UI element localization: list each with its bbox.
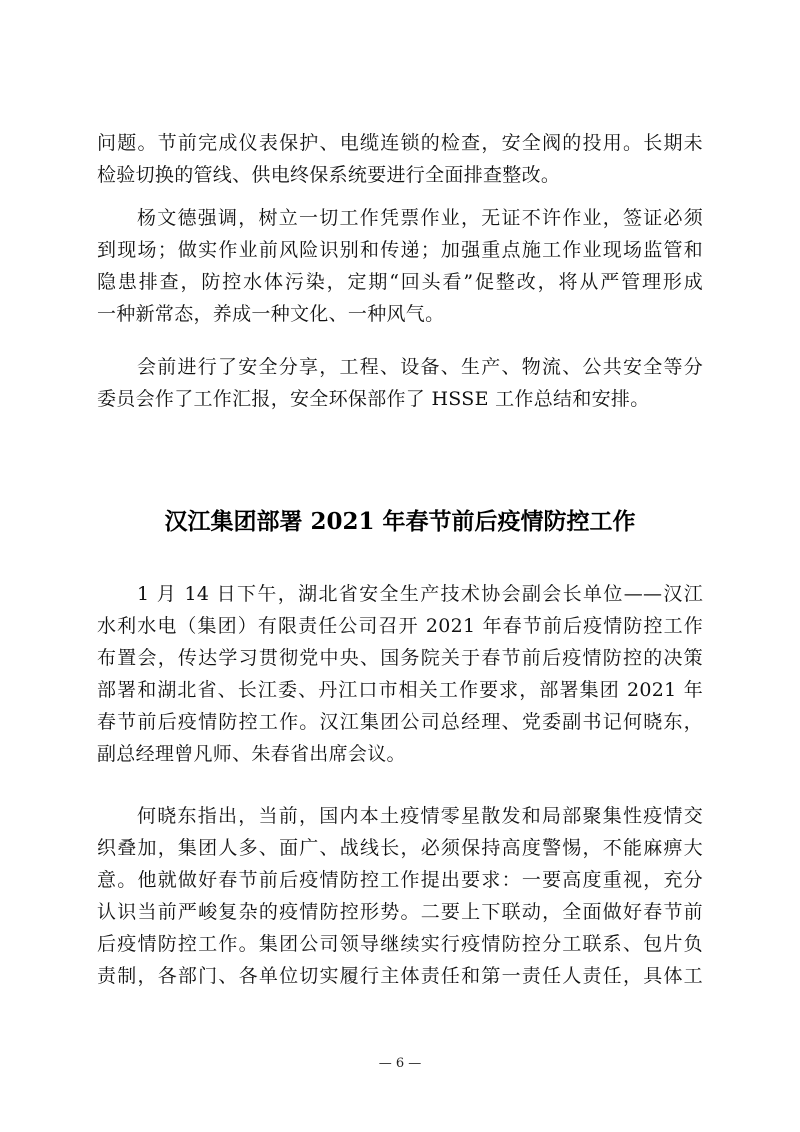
text-line: 会前进行了安全分享，工程、设备、生产、物流、公共安全等分 (137, 356, 703, 378)
article-paragraph-1 (97, 578, 703, 770)
text-line: 责制，各部门、各单位切实履行主体责任和第一责任人责任，具体工 (97, 965, 703, 987)
text-line: 布置会，传达学习贯彻党中央、国务院关于春节前后疫情防控的决策 (97, 647, 703, 669)
text-line: 到现场；做实作业前风险识别和传递；加强重点施工作业现场监管和 (97, 239, 703, 261)
text-line: 认识当前严峻复杂的疫情防控形势。二要上下联动，全面做好春节前 (97, 901, 703, 923)
article-title: 汉江集团部署 2021 年春节前后疫情防控工作 (164, 508, 636, 535)
text-line: 水利水电（集团）有限责任公司召开 2021 年春节前后疫情防控工作 (97, 615, 703, 637)
text-line: 隐患排查，防控水体污染，定期“回头看”促整改，将从严管理形成 (97, 271, 703, 293)
article-body-1 (97, 578, 703, 770)
section1-body (97, 127, 703, 191)
text-line: 一种新常态，养成一种文化、一种风气。 (97, 303, 445, 325)
article-body-2 (97, 800, 703, 992)
text-line: 意。他就做好春节前后疫情防控工作提出要求：一要高度重视，充分 (97, 869, 703, 891)
text-line: 后疫情防控工作。集团公司领导继续实行疫情防控分工联系、包片负 (97, 933, 703, 955)
text-line: 问题。节前完成仪表保护、电缆连锁的检查，安全阀的投用。长期未 (97, 132, 703, 154)
text-line: 部署和湖北省、长江委、丹江口市相关工作要求，部署集团 2021 年 (97, 679, 703, 701)
text-line: 春节前后疫情防控工作。汉江集团公司总经理、党委副书记何晓东， (97, 711, 703, 733)
page-number: — 6 — (378, 1056, 422, 1071)
text-line: 副总经理曾凡师、朱春省出席会议。 (97, 743, 406, 765)
text-line: 1 月 14 日下午，湖北省安全生产技术协会副会长单位——汉江 (137, 583, 703, 605)
section1-body-2 (97, 202, 703, 330)
section1-paragraph-3 (97, 351, 703, 415)
text-line: 检验切换的管线、供电终保系统要进行全面排查整改。 (97, 164, 561, 186)
text-line: 委员会作了工作汇报，安全环保部作了 HSSE 工作总结和安排。 (97, 388, 650, 410)
section1-paragraph-1 (97, 127, 703, 191)
section1-paragraph-2 (97, 202, 703, 330)
section1-body-3 (97, 351, 703, 415)
text-line: 何晓东指出，当前，国内本土疫情零星散发和局部聚集性疫情交 (137, 805, 703, 827)
text-line: 杨文德强调，树立一切工作凭票作业，无证不许作业，签证必须 (137, 207, 703, 229)
text-line: 织叠加，集团人多、面广、战线长，必须保持高度警惕，不能麻痹大 (97, 837, 703, 859)
article-paragraph-2 (97, 800, 703, 992)
